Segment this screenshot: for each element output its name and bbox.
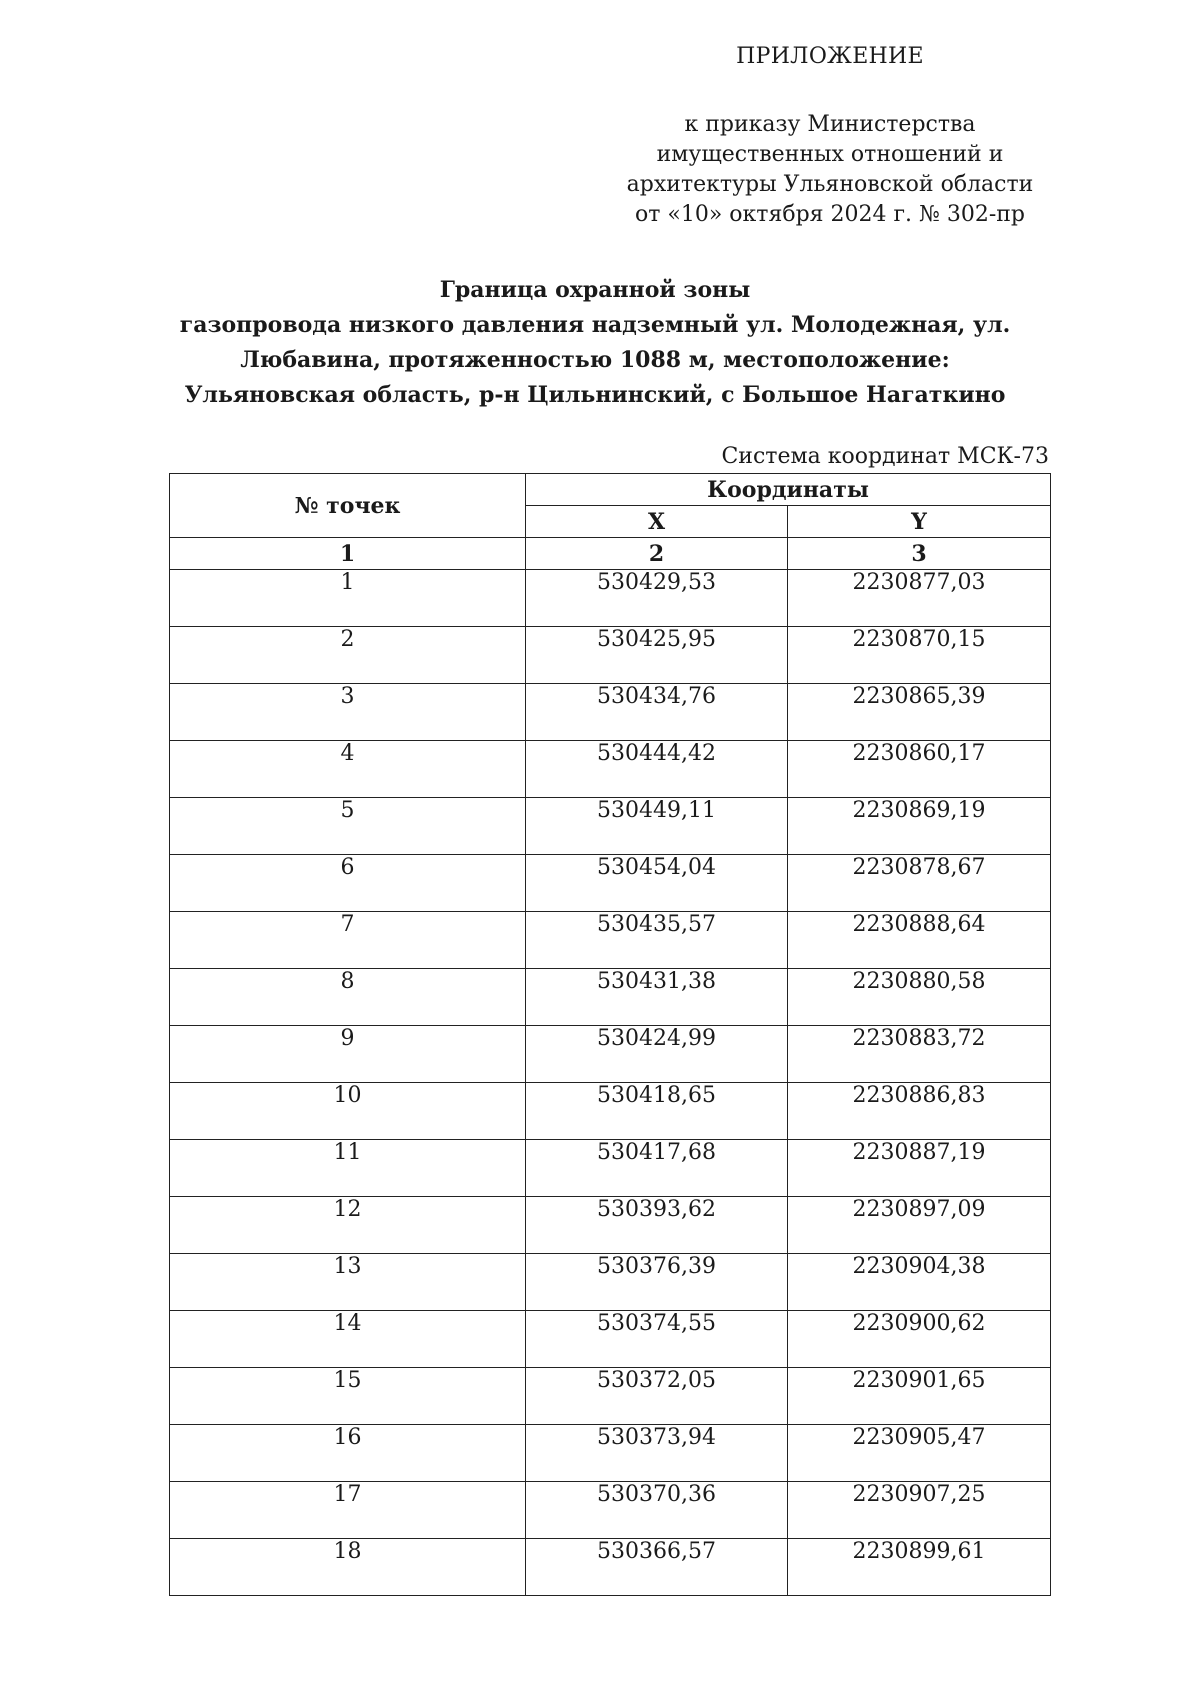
x-coordinate-cell: 530374,55 [526,1311,788,1368]
y-coordinate-cell: 2230870,15 [788,627,1051,684]
coordinate-system-label: Система координат МСК-73 [721,444,1049,469]
x-coordinate-cell: 530434,76 [526,684,788,741]
appendix-ref-line: имущественных отношений и [656,142,1004,167]
y-coordinate-cell: 2230883,72 [788,1026,1051,1083]
y-coordinate-cell: 2230887,19 [788,1140,1051,1197]
column-number-2: 2 [526,538,788,570]
header-y: Y [788,506,1051,538]
table-row [170,1083,1051,1140]
y-coordinate-cell: 2230888,64 [788,912,1051,969]
x-coordinate-cell: 530429,53 [526,570,788,627]
x-coordinate-cell: 530454,04 [526,855,788,912]
table-row [170,1026,1051,1083]
y-coordinate-cell: 2230878,67 [788,855,1051,912]
x-coordinate-cell: 530372,05 [526,1368,788,1425]
y-coordinate-cell: 2230897,09 [788,1197,1051,1254]
table-row [170,1368,1051,1425]
y-coordinate-cell: 2230900,62 [788,1311,1051,1368]
table-row [170,1140,1051,1197]
table-row [170,1539,1051,1596]
point-number-cell: 10 [170,1083,526,1140]
table-row [170,684,1051,741]
table-row [170,969,1051,1026]
header-point-numbers: № точек [170,474,526,538]
x-coordinate-cell: 530418,65 [526,1083,788,1140]
table-row [170,1197,1051,1254]
table-row [170,570,1051,627]
x-coordinate-cell: 530444,42 [526,741,788,798]
table-row [170,1311,1051,1368]
y-coordinate-cell: 2230865,39 [788,684,1051,741]
point-number-cell: 2 [170,627,526,684]
table-row [170,855,1051,912]
x-coordinate-cell: 530435,57 [526,912,788,969]
y-coordinate-cell: 2230860,17 [788,741,1051,798]
y-coordinate-cell: 2230905,47 [788,1425,1051,1482]
y-coordinate-cell: 2230880,58 [788,969,1051,1026]
point-number-cell: 3 [170,684,526,741]
column-number-3: 3 [788,538,1051,570]
x-coordinate-cell: 530425,95 [526,627,788,684]
x-coordinate-cell: 530449,11 [526,798,788,855]
x-coordinate-cell: 530366,57 [526,1539,788,1596]
document-title-line: Ульяновская область, р-н Цильнинский, с Большое Нагаткино [184,382,1006,408]
appendix-ref-line: от «10» октября 2024 г. № 302-пр [634,202,1026,227]
point-number-cell: 13 [170,1254,526,1311]
x-coordinate-cell: 530376,39 [526,1254,788,1311]
point-number-cell: 7 [170,912,526,969]
coordinates-table-body [170,570,1051,1596]
table-row [170,1254,1051,1311]
point-number-cell: 6 [170,855,526,912]
document-title-line: Граница охранной зоны [439,277,751,303]
y-coordinate-cell: 2230899,61 [788,1539,1051,1596]
column-number-1: 1 [170,538,526,570]
point-number-cell: 17 [170,1482,526,1539]
y-coordinate-cell: 2230907,25 [788,1482,1051,1539]
point-number-cell: 18 [170,1539,526,1596]
point-number-cell: 12 [170,1197,526,1254]
y-coordinate-cell: 2230904,38 [788,1254,1051,1311]
header-x: X [526,506,788,538]
document-title-line: Любавина, протяженностью 1088 м, местоположение: [240,347,950,373]
y-coordinate-cell: 2230901,65 [788,1368,1051,1425]
y-coordinate-cell: 2230877,03 [788,570,1051,627]
appendix-ref-line: архитектуры Ульяновской области [626,172,1034,197]
header-coordinates: Координаты [526,474,1051,506]
y-coordinate-cell: 2230886,83 [788,1083,1051,1140]
table-row [170,798,1051,855]
appendix-order-reference [580,110,1080,230]
point-number-cell: 9 [170,1026,526,1083]
x-coordinate-cell: 530370,36 [526,1482,788,1539]
y-coordinate-cell: 2230869,19 [788,798,1051,855]
x-coordinate-cell: 530373,94 [526,1425,788,1482]
x-coordinate-cell: 530431,38 [526,969,788,1026]
point-number-cell: 5 [170,798,526,855]
point-number-cell: 8 [170,969,526,1026]
x-coordinate-cell: 530393,62 [526,1197,788,1254]
point-number-cell: 4 [170,741,526,798]
point-number-cell: 1 [170,570,526,627]
table-row [170,1425,1051,1482]
x-coordinate-cell: 530417,68 [526,1140,788,1197]
x-coordinate-cell: 530424,99 [526,1026,788,1083]
point-number-cell: 15 [170,1368,526,1425]
appendix-ref-line: к приказу Министерства [684,112,976,137]
document-title-line: газопровода низкого давления надземный ул. Молодежная, ул. [179,312,1011,338]
point-number-cell: 16 [170,1425,526,1482]
point-number-cell: 11 [170,1140,526,1197]
table-row [170,741,1051,798]
table-row [170,912,1051,969]
table-row [170,1482,1051,1539]
document-title [120,273,1070,413]
table-row [170,627,1051,684]
coordinates-table [169,473,1051,1596]
point-number-cell: 14 [170,1311,526,1368]
appendix-title: ПРИЛОЖЕНИЕ [736,44,924,69]
